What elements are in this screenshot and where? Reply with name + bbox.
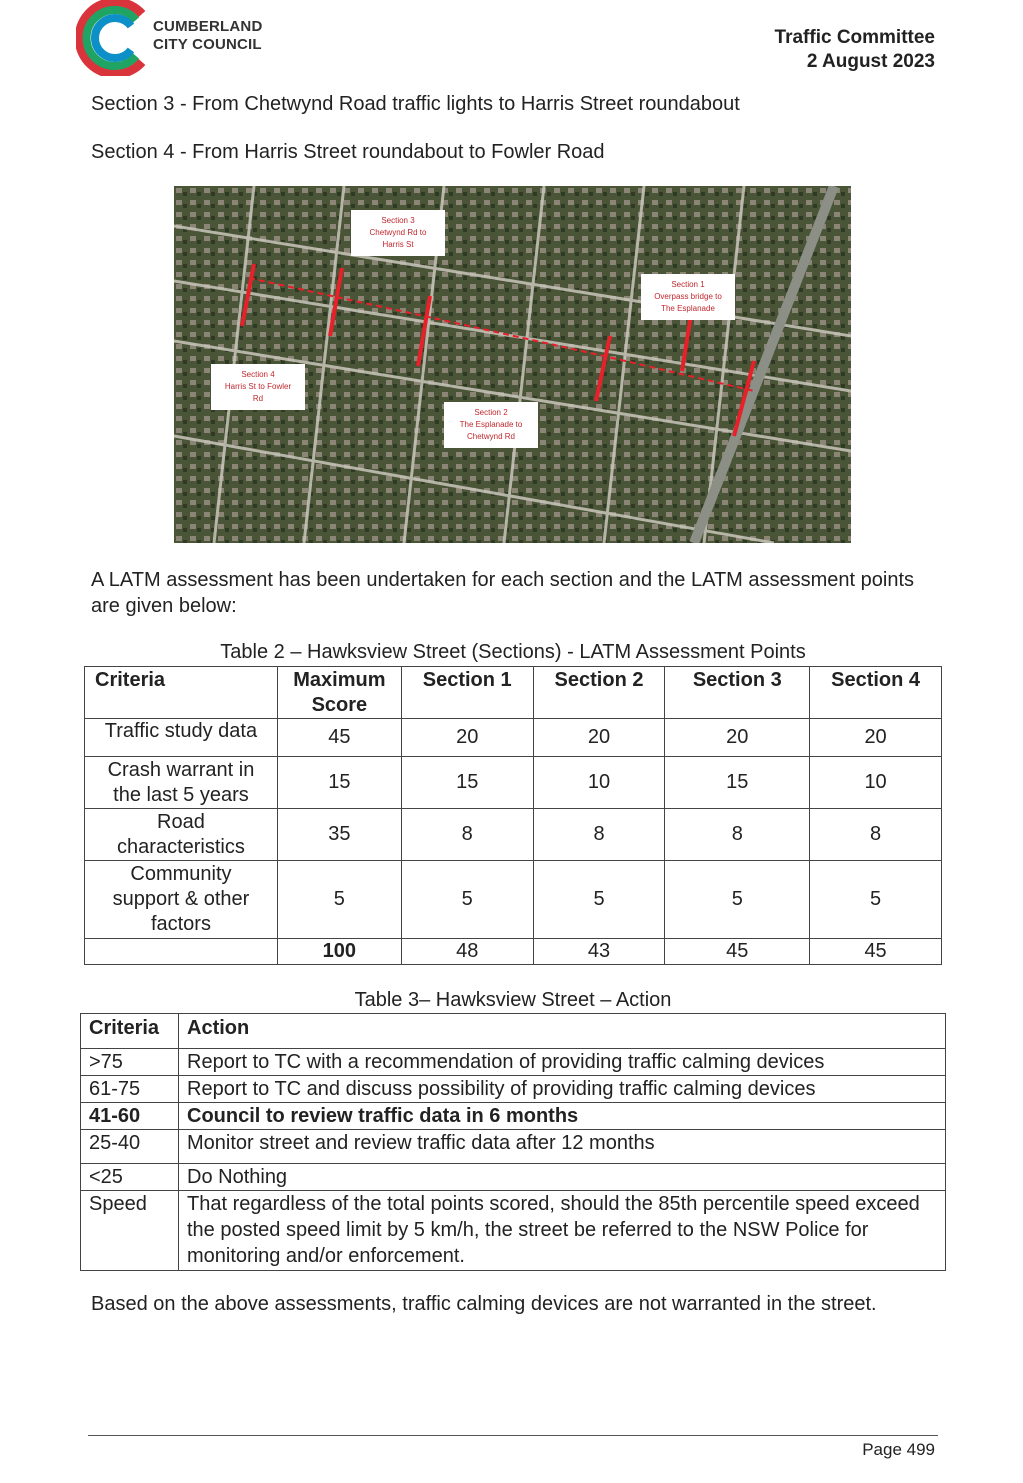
committee-title: Traffic Committee bbox=[774, 27, 935, 48]
criteria-cell: Traffic study data bbox=[85, 719, 278, 757]
table-row bbox=[85, 861, 942, 939]
score-cell: 20 bbox=[665, 719, 810, 757]
criteria-cell: Community support & other factors bbox=[85, 861, 278, 939]
table-header-row bbox=[81, 1014, 946, 1049]
action-cell: That regardless of the total points scored, should the 85th percentile speed exceed the posted speed limit by 5 km/h, the street be referred to the NSW Police for monitoring and/or enforcement. bbox=[179, 1191, 946, 1271]
action-cell: Report to TC with a recommendation of providing traffic calming devices bbox=[179, 1049, 946, 1076]
document-header bbox=[775, 26, 935, 74]
action-cell: Do Nothing bbox=[179, 1164, 946, 1191]
map-label-section-1-line2: Overpass bridge to bbox=[654, 292, 722, 301]
score-cell: 8 bbox=[401, 809, 533, 861]
council-logo bbox=[76, 0, 154, 76]
header-criteria: Criteria bbox=[81, 1014, 179, 1049]
score-cell: 5 bbox=[533, 861, 665, 939]
table-row bbox=[81, 1191, 946, 1271]
header-section-1: Section 1 bbox=[401, 667, 533, 719]
header-criteria: Criteria bbox=[85, 667, 278, 719]
meeting-date: 2 August 2023 bbox=[806, 51, 935, 72]
section-3-description: Section 3 - From Chetwynd Road traffic lights to Harris Street roundabout bbox=[91, 93, 740, 115]
score-cell: 8 bbox=[665, 809, 810, 861]
map-label-section-4-line1: Section 4 bbox=[241, 370, 275, 379]
table-row bbox=[85, 719, 942, 757]
total-section-2: 43 bbox=[533, 939, 665, 965]
criteria-cell: Speed bbox=[81, 1191, 179, 1271]
total-section-3: 45 bbox=[665, 939, 810, 965]
council-name bbox=[153, 18, 263, 54]
table-3-caption: Table 3– Hawksview Street – Action bbox=[354, 989, 672, 1011]
page-number: Page 499 bbox=[862, 1440, 935, 1459]
table-header-row bbox=[85, 667, 942, 719]
action-cell: Report to TC and discuss possibility of providing traffic calming devices bbox=[179, 1076, 946, 1103]
map-label-section-2-line3: Chetwynd Rd bbox=[466, 432, 516, 441]
map-label-section-2-line1: Section 2 bbox=[474, 408, 508, 417]
criteria-cell: <25 bbox=[81, 1164, 179, 1191]
table-row-highlighted bbox=[81, 1103, 946, 1130]
score-cell: 5 bbox=[810, 861, 942, 939]
criteria-cell: 25-40 bbox=[81, 1130, 179, 1164]
score-cell: 45 bbox=[277, 719, 401, 757]
map-label-section-3-line1: Section 3 bbox=[381, 216, 415, 225]
score-cell: 20 bbox=[533, 719, 665, 757]
section-4-description: Section 4 - From Harris Street roundabout to Fowler Road bbox=[91, 141, 605, 163]
aerial-map bbox=[174, 186, 851, 543]
table-row bbox=[85, 757, 942, 809]
table-row bbox=[81, 1130, 946, 1164]
criteria-cell: >75 bbox=[81, 1049, 179, 1076]
score-cell: 20 bbox=[810, 719, 942, 757]
criteria-cell: 61-75 bbox=[81, 1076, 179, 1103]
criteria-cell: Crash warrant in the last 5 years bbox=[85, 757, 278, 809]
score-cell: 35 bbox=[277, 809, 401, 861]
table-row bbox=[81, 1164, 946, 1191]
score-cell: 15 bbox=[665, 757, 810, 809]
score-cell: 5 bbox=[665, 861, 810, 939]
council-name-line2: CITY COUNCIL bbox=[153, 36, 262, 53]
score-cell: 8 bbox=[533, 809, 665, 861]
total-section-4: 45 bbox=[810, 939, 942, 965]
table-row bbox=[81, 1076, 946, 1103]
score-cell: 15 bbox=[401, 757, 533, 809]
score-cell: 5 bbox=[401, 861, 533, 939]
total-max-score: 100 bbox=[277, 939, 401, 965]
totals-label-cell bbox=[85, 939, 278, 965]
action-table bbox=[80, 1013, 946, 1271]
latm-points-table bbox=[84, 666, 942, 965]
totals-row bbox=[85, 939, 942, 965]
total-section-1: 48 bbox=[401, 939, 533, 965]
score-cell: 10 bbox=[810, 757, 942, 809]
header-section-4: Section 4 bbox=[810, 667, 942, 719]
map-label-section-3-line3: Harris St bbox=[382, 240, 414, 249]
score-cell: 8 bbox=[810, 809, 942, 861]
action-cell: Council to review traffic data in 6 months bbox=[179, 1103, 946, 1130]
header-section-3: Section 3 bbox=[665, 667, 810, 719]
map-label-section-4-line3: Rd bbox=[252, 394, 264, 403]
latm-intro: A LATM assessment has been undertaken for each section and the LATM assessment points are given below: bbox=[91, 569, 915, 617]
action-cell: Monitor street and review traffic data after 12 months bbox=[179, 1130, 946, 1164]
header-max-score: Maximum Score bbox=[277, 667, 401, 719]
table-row bbox=[85, 809, 942, 861]
criteria-cell: Road characteristics bbox=[85, 809, 278, 861]
criteria-cell: 41-60 bbox=[81, 1103, 179, 1130]
council-name-line1: CUMBERLAND bbox=[153, 18, 263, 35]
map-label-section-1-line3: The Esplanade bbox=[661, 304, 715, 313]
map-label-section-2-line2: The Esplanade to bbox=[459, 420, 523, 429]
table-row bbox=[81, 1049, 946, 1076]
header-action: Action bbox=[179, 1014, 946, 1049]
score-cell: 15 bbox=[277, 757, 401, 809]
conclusion: Based on the above assessments, traffic calming devices are not warranted in the street. bbox=[91, 1293, 877, 1315]
map-label-section-3-line2: Chetwynd Rd to bbox=[369, 228, 427, 237]
footer-divider bbox=[88, 1435, 938, 1436]
score-cell: 20 bbox=[401, 719, 533, 757]
map-label-section-1-line1: Section 1 bbox=[671, 280, 705, 289]
score-cell: 5 bbox=[277, 861, 401, 939]
header-section-2: Section 2 bbox=[533, 667, 665, 719]
table-2-caption: Table 2 – Hawksview Street (Sections) - LATM Assessment Points bbox=[220, 641, 806, 663]
score-cell: 10 bbox=[533, 757, 665, 809]
map-label-section-4-line2: Harris St to Fowler bbox=[224, 382, 292, 391]
